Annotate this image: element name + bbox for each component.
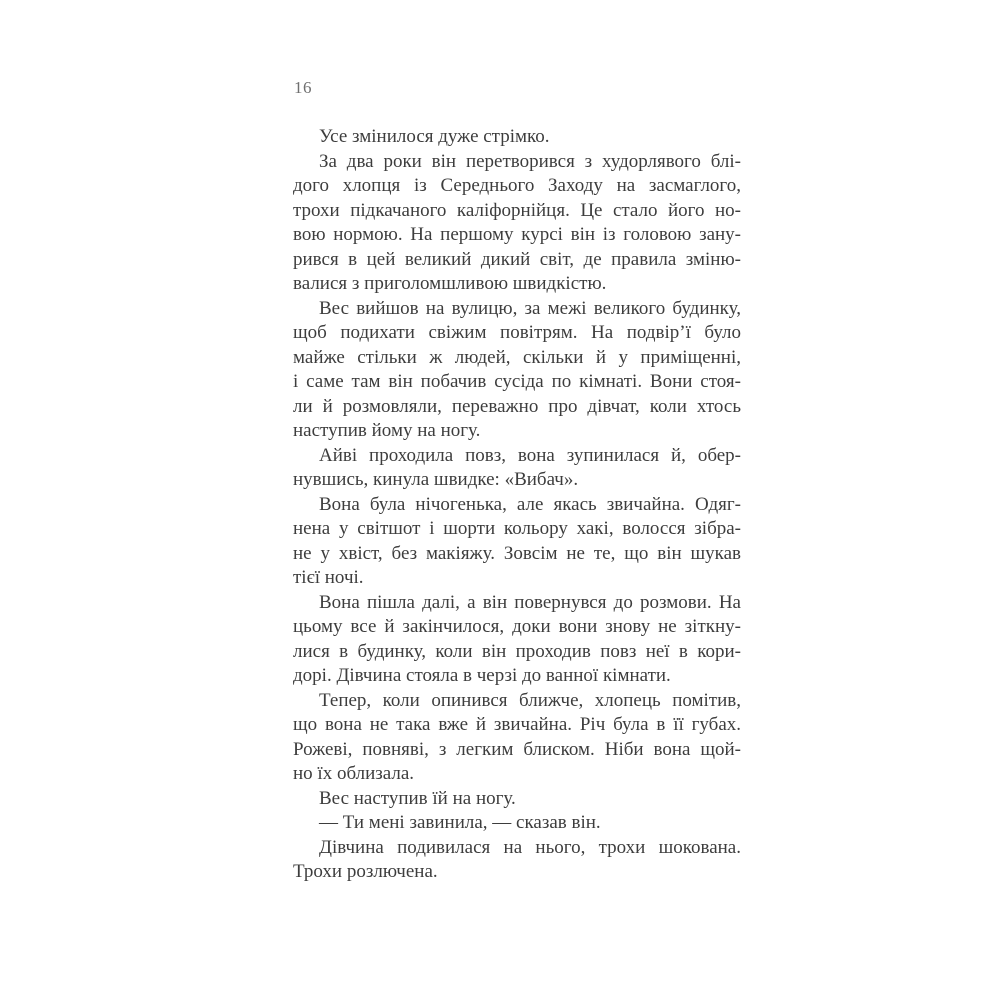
text-line: тієї ночі. bbox=[293, 567, 364, 588]
paragraph bbox=[293, 836, 741, 885]
text-line: щоб подихати свіжим повітрям. На подвір’ї було bbox=[293, 322, 741, 343]
paragraph bbox=[293, 787, 741, 812]
paragraph bbox=[293, 811, 741, 836]
paragraph bbox=[293, 125, 741, 150]
text-line: Вес наступив їй на ногу. bbox=[319, 787, 516, 809]
text-line: нена у світшот і шорти кольору хакі, волосся зібра- bbox=[293, 518, 741, 539]
text-line: не у хвіст, без макіяжу. Зовсім не те, що він шукав bbox=[293, 542, 741, 564]
text-line: що вона не така вже й звичайна. Річ була в її губах. bbox=[293, 714, 741, 735]
text-line: наступив йому на ногу. bbox=[293, 420, 481, 441]
text-line: трохи підкачаного каліфорнійця. Це стало його но- bbox=[293, 199, 741, 221]
text-line: майже стільки ж людей, скільки й у приміщенні, bbox=[293, 346, 741, 368]
paragraph bbox=[293, 444, 741, 493]
text-line: Айві проходила повз, вона зупинилася й, обер- bbox=[319, 444, 741, 466]
text-line: Рожеві, повняві, з легким блиском. Ніби вона щой- bbox=[293, 738, 741, 760]
text-line: Трохи розлючена. bbox=[293, 861, 438, 882]
text-line: ли й розмовляли, переважно про дівчат, коли хтось bbox=[293, 395, 741, 417]
paragraph bbox=[293, 297, 741, 444]
paragraph bbox=[293, 591, 741, 689]
paragraph bbox=[293, 493, 741, 591]
paragraph bbox=[293, 689, 741, 787]
text-line: Дівчина подивилася на нього, трохи шокована. bbox=[319, 836, 741, 858]
text-line: Усе змінилося дуже стрімко. bbox=[319, 126, 550, 147]
text-line: лися в будинку, коли він проходив повз неї в кори- bbox=[293, 640, 741, 662]
text-line: Вона була нічогенька, але якась звичайна. Одяг- bbox=[319, 493, 741, 515]
text-line: цьому все й закінчилося, доки вони знову не зіткну- bbox=[293, 616, 741, 637]
text-line: дорі. Дівчина стояла в черзі до ванної кімнати. bbox=[293, 665, 671, 686]
text-line: Вона пішла далі, а він повернувся до розмови. На bbox=[319, 591, 741, 613]
text-block bbox=[293, 125, 741, 885]
text-line: і саме там він побачив сусіда по кімнаті. Вони стоя- bbox=[293, 371, 741, 392]
text-line: вою нормою. На першому курсі він із головою зану- bbox=[293, 224, 741, 245]
text-line: Вес вийшов на вулицю, за межі великого будинку, bbox=[319, 297, 741, 319]
text-line: но їх облизала. bbox=[293, 763, 415, 784]
paragraph bbox=[293, 150, 741, 297]
text-line: валися з приголомшливою швидкістю. bbox=[293, 273, 607, 294]
text-line: — Ти мені завинила, — сказав він. bbox=[319, 812, 601, 833]
text-line: дого хлопця із Середнього Заходу на засмаглого, bbox=[293, 175, 741, 196]
text-line: нувшись, кинула швидке: «Вибач». bbox=[293, 469, 579, 490]
text-line: За два роки він перетворився з худорлявого блі- bbox=[319, 150, 741, 172]
text-line: Тепер, коли опинився ближче, хлопець помітив, bbox=[319, 689, 741, 711]
text-line: рився в цей великий дикий світ, де правила зміню- bbox=[293, 248, 741, 270]
page-number: 16 bbox=[294, 78, 312, 97]
